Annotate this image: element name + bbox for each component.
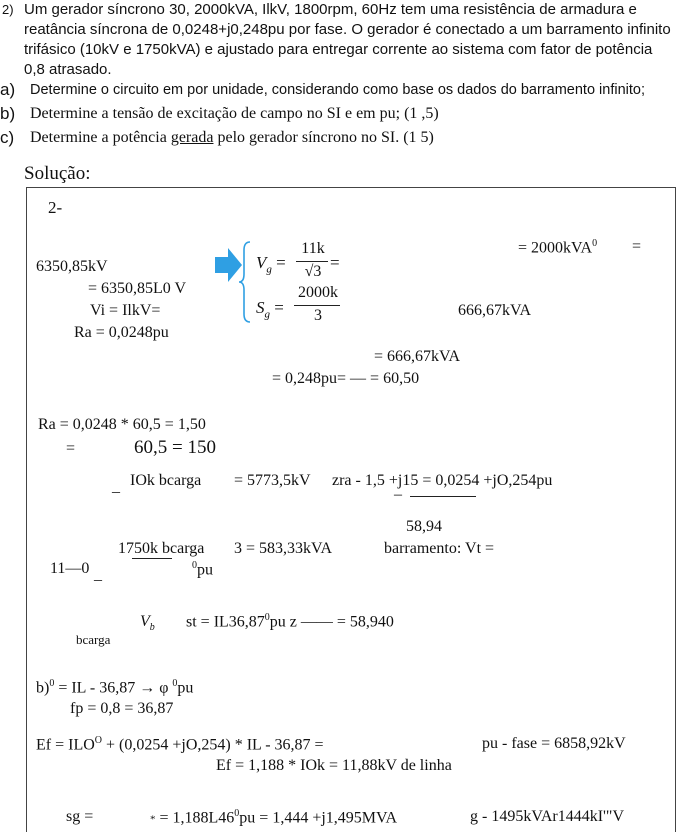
line-10-a: IOk bcarga [130, 472, 202, 489]
line-16-label: b) [36, 679, 50, 697]
line-5: Ra = 0,0248pu [74, 324, 169, 341]
line-1-right [518, 238, 597, 257]
item-c-letter: c) [0, 128, 15, 147]
line-19: Ef = 1,188 * IOk = 11,88kV de linha [216, 757, 452, 774]
line-16 [36, 678, 193, 697]
solution-number: 2- [48, 198, 63, 217]
question-number: 2) [2, 2, 14, 17]
line-14 [186, 612, 394, 631]
line-20-c: pu = 1,444 +j1,495MVA [239, 809, 398, 827]
line-20-star: * [150, 813, 156, 826]
line-13-sup: 0 [192, 560, 197, 571]
line-18-a: Ef = ILO [36, 736, 95, 754]
line-8: Ra = 0,0248 * 60,5 = 1,50 [38, 416, 206, 433]
solution-title: Solução: [24, 163, 91, 184]
formula-sg-numerator: 2000k [298, 284, 338, 301]
question-intro-line-1: Um gerador síncrono 30, 2000kVA, IlkV, 1800rpm, 60Hz tem uma resistência de armadura e [24, 1, 637, 18]
line-20-right: g - 1495kVAr1444kI'"V [470, 808, 624, 825]
line-12-a: 1750k bcarga [118, 540, 205, 557]
item-a-letter: a) [0, 80, 16, 99]
question-intro-line-3: trifásico (10kV e 1750kVA) e ajustado para entregar corrente ao sistema com fator de potência [24, 41, 653, 58]
formula-vg-subscript: g [266, 263, 272, 276]
line-20 [150, 808, 397, 827]
item-c-text-after: pelo gerador síncrono no SI. (1 5) [213, 129, 434, 146]
line-7: = 0,248pu= — = 60,50 [272, 370, 420, 387]
left-brace-icon [238, 240, 252, 324]
line-1-right-text: = 2000kVA [518, 239, 593, 257]
line-6: = 666,67kVA [374, 348, 461, 365]
line-13-pu: pu [197, 561, 213, 579]
line-15: bcarga [76, 632, 111, 647]
line-18 [36, 735, 324, 754]
formula-sg-symbol: S [256, 298, 265, 317]
line-10-c: zra - 1,5 +j15 = 0,0254 +jO,254pu [332, 472, 553, 489]
line-9: 60,5 = 150 [134, 437, 216, 458]
line-14-v-symbol: V [140, 613, 150, 630]
line-14-v [140, 613, 155, 633]
formula-sg-lhs: $S_g$ = [256, 298, 284, 321]
line-1-far-right: = [632, 238, 642, 255]
line-11: 58,94 [406, 518, 442, 535]
line-13-dash: _ [94, 566, 102, 583]
line-14-text: st = IL36,87 [186, 613, 265, 631]
line-12-c: barramento: Vt = [384, 540, 495, 557]
line-12-underline [132, 558, 172, 559]
line-18-right: pu - fase = 6858,92kV [482, 735, 626, 752]
line-18-b: + (0,0254 +jO,254) * IL - 36,87 = [102, 736, 324, 754]
line-2: 6350,85kV [36, 258, 108, 275]
line-16-sup2: 0 [172, 678, 178, 689]
line-16-sup: 0 [49, 678, 55, 689]
formula-sg-fraction-bar [294, 305, 340, 306]
item-c-text-before: Determine a potência [30, 129, 171, 146]
line-16-text: = IL - 36,87 → φ [54, 679, 169, 697]
formula-vg-lhs: $V_g$ = [256, 253, 286, 276]
formula-vg-denominator: √3 [304, 263, 322, 280]
line-4-right: 666,67kVA [458, 302, 532, 319]
line-3: = 6350,85L0 V [88, 280, 187, 297]
item-c-text [30, 129, 434, 147]
line-10-fraction-bar [410, 496, 476, 497]
formula-sg-subscript: g [264, 308, 270, 321]
line-4: Vi = IlkV= [90, 302, 161, 319]
line-10-dash: _ [112, 478, 120, 495]
line-20-b: = 1,188L46 [155, 809, 235, 827]
item-b-letter: b) [0, 104, 16, 123]
line-20-sup: 0 [234, 808, 240, 819]
line-16-pu: pu [177, 679, 194, 697]
formula-vg-numerator: 11k [301, 240, 325, 257]
formula-vg-fraction-bar [296, 261, 328, 262]
line-14-sup: 0 [264, 612, 270, 623]
question-intro-line-2: reatância síncrona de 0,0248+j0,248pu por fase. O gerador é conectado a um barramento infinito [24, 21, 671, 38]
line-14-end: pu z —— = 58,940 [269, 613, 394, 631]
line-10-b: = 5773,5kV [234, 472, 311, 489]
item-c-text-underlined: gerada [170, 129, 214, 146]
formula-vg-symbol: V [256, 253, 267, 272]
line-20-label: sg = [66, 808, 94, 825]
question-intro-line-4: 0,8 atrasado. [24, 61, 112, 78]
formula-sg-denominator: 3 [314, 307, 322, 324]
formula-vg-equals: = [330, 253, 340, 272]
line-18-sup: O [94, 735, 103, 746]
item-a-text: Determine o circuito em por unidade, considerando como base os dados do barramento infinito; [30, 82, 645, 98]
line-17: fp = 0,8 = 36,87 [70, 700, 174, 717]
line-9-equals: = [66, 440, 76, 457]
item-b-text: Determine a tensão de excitação de campo no SI e em pu; (1 ,5) [30, 105, 439, 122]
line-14-v-subscript: b [149, 622, 155, 634]
line-1-right-sup: 0 [592, 238, 598, 249]
line-12-b: 3 = 583,33kVA [234, 540, 333, 557]
line-13: 11—0 [50, 560, 90, 577]
line-13-right [192, 560, 213, 579]
line-10-minus: – [394, 486, 402, 503]
